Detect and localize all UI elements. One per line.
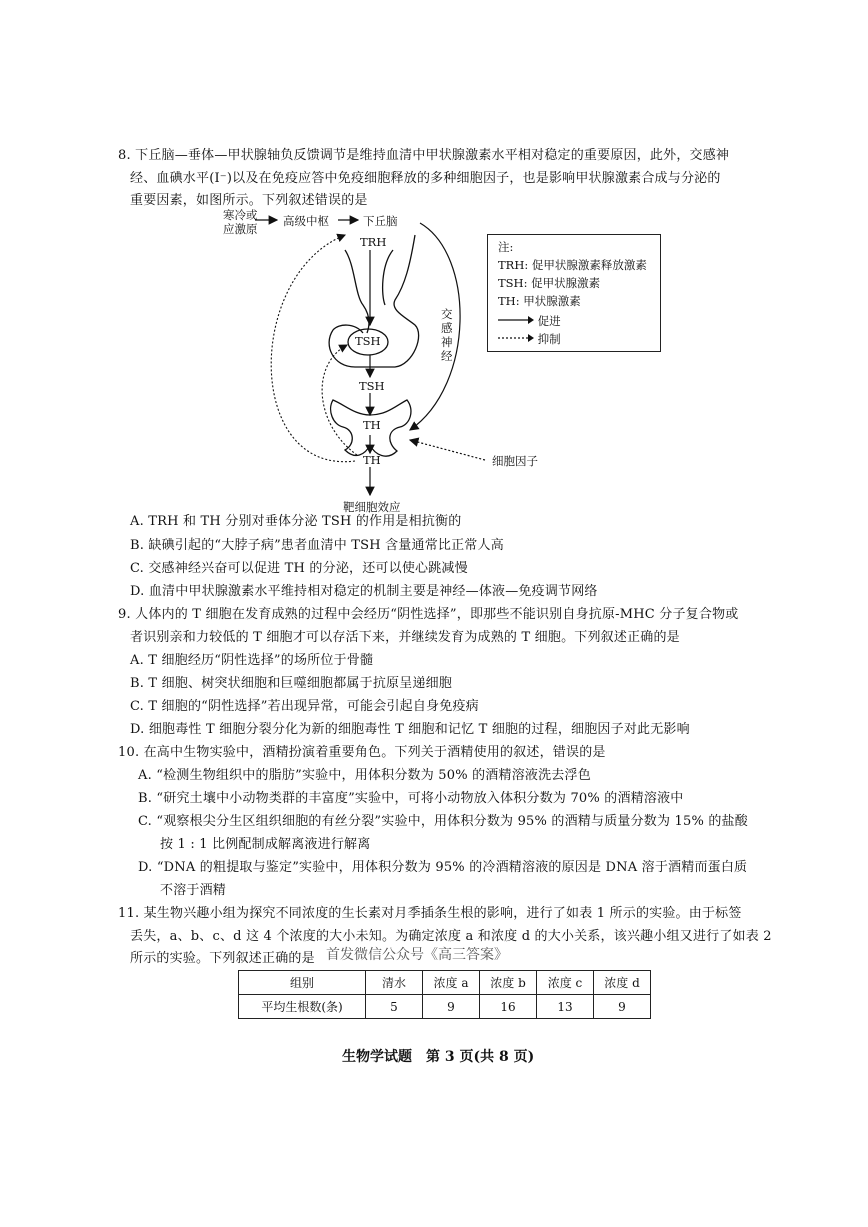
q10-option-b: B. “研究土壤中小动物类群的丰富度”实验中，可将小动物放入体积分数为 70% 的酒精溶液中: [138, 791, 684, 806]
legend-tsh: TSH: 促甲状腺激素: [498, 276, 601, 290]
legend-th: TH: 甲状腺激素: [498, 294, 581, 308]
legend-promote-label: 促进: [537, 314, 561, 328]
q10-option-d-line-2: 不溶于酒精: [160, 883, 227, 898]
q11-stem-line-3: 所示的实验。下列叙述正确的是: [130, 951, 315, 966]
legend-inhibit: [498, 331, 561, 347]
table-header-cell: 浓度 d: [594, 971, 651, 995]
th-label-1: TH: [363, 418, 381, 432]
tsh-cell-label: TSH: [355, 334, 381, 348]
q8-option-d: D. 血清中甲状腺激素水平维持相对稳定的机制主要是神经—体液—免疫调节网络: [130, 584, 598, 599]
table-1: [238, 970, 651, 1019]
stimulus-label-1: 寒冷或: [223, 208, 258, 222]
trh-label: TRH: [360, 235, 387, 249]
stimulus-label-2: 应激原: [223, 222, 258, 236]
q10-option-a: A. “检测生物组织中的脂肪”实验中，用体积分数为 50% 的酒精溶液洗去浮色: [138, 768, 591, 783]
q9-stem-line-2: 者识别亲和力较低的 T 细胞才可以存活下来，并继续发育为成熟的 T 细胞。下列叙述正确的是: [130, 630, 680, 645]
q9-option-d: D. 细胞毒性 T 细胞分裂分化为新的细胞毒性 T 细胞和记忆 T 细胞的过程，细胞因子对此无影响: [130, 722, 690, 737]
table-cell: 9: [423, 995, 480, 1019]
solid-arrow-icon: [498, 315, 534, 325]
table-cell: 9: [594, 995, 651, 1019]
table-cell: 16: [480, 995, 537, 1019]
q8-option-a: A. TRH 和 TH 分别对垂体分泌 TSH 的作用是相抗衡的: [130, 514, 462, 529]
dotted-arrow-icon: [498, 333, 534, 343]
q11-stem-line-1: 11. 某生物兴趣小组为探究不同浓度的生长素对月季插条生根的影响，进行了如表 1 所示的实验。由于标签: [118, 906, 742, 921]
q9-option-c: C. T 细胞的“阴性选择”若出现异常，可能会引起自身免疫病: [130, 699, 479, 714]
q8-stem-line-1: 8. 下丘脑—垂体—甲状腺轴负反馈调节是维持血清中甲状腺激素水平相对稳定的重要原因，此外，交感神: [118, 148, 730, 163]
q10-option-c-line-1: C. “观察根尖分生区组织细胞的有丝分裂”实验中，用体积分数为 95% 的酒精与质量分数为 15% 的盐酸: [138, 814, 748, 829]
page-footer: 生物学试题 第 3 页(共 8 页): [342, 1049, 535, 1065]
table-row-label: 平均生根数(条): [239, 995, 366, 1019]
hypothalamus-label: 下丘脑: [363, 214, 398, 228]
cytokine-label: 细胞因子: [492, 454, 538, 468]
pituitary-stalk-left: [345, 250, 369, 333]
tsh-label: TSH: [359, 379, 385, 393]
q11-stem-line-2: 丢失，a、b、c、d 这 4 个浓度的大小未知。为确定浓度 a 和浓度 d 的大小关系，该兴趣小组又进行了如表 2: [130, 929, 772, 944]
diagram-legend: [487, 234, 661, 352]
table-header-cell: 浓度 b: [480, 971, 537, 995]
legend-inhibit-label: 抑制: [537, 332, 561, 346]
q8-stem-line-2: 经、血碘水平(I⁻)以及在免疫应答中免疫细胞释放的多种细胞因子，也是影响甲状腺激素合成与分泌的: [130, 171, 721, 186]
watermark-text: 首发微信公众号《高三答案》: [326, 947, 508, 963]
table-header-cell: 清水: [366, 971, 423, 995]
q10-stem: 10. 在高中生物实验中，酒精扮演着重要角色。下列关于酒精使用的叙述，错误的是: [118, 745, 606, 760]
sympathetic-label: 交感神经: [441, 307, 453, 363]
q9-stem-line-1: 9. 人体内的 T 细胞在发育成熟的过程中会经历“阴性选择”，即那些不能识别自身抗原-MHC 分子复合物或: [118, 607, 739, 622]
table-header-cell: 浓度 a: [423, 971, 480, 995]
target-effect-label: 靶细胞效应: [343, 500, 401, 514]
q10-option-d-line-1: D. “DNA 的粗提取与鉴定”实验中，用体积分数为 95% 的冷酒精溶液的原因是 DNA 溶于酒精而蛋白质: [138, 860, 748, 875]
table-cell: 5: [366, 995, 423, 1019]
table-cell: 13: [537, 995, 594, 1019]
table-header-cell: 浓度 c: [537, 971, 594, 995]
table-row: [239, 995, 651, 1019]
th-label-2: TH: [363, 453, 381, 467]
table-header-row: [239, 971, 651, 995]
q8-option-c: C. 交感神经兴奋可以促进 TH 的分泌，还可以使心跳减慢: [130, 561, 468, 576]
q9-option-a: A. T 细胞经历“阴性选择”的场所位于骨髓: [130, 653, 374, 668]
table-header-cell: 组别: [239, 971, 366, 995]
q8-option-b: B. 缺碘引起的“大脖子病”患者血清中 TSH 含量通常比正常人高: [130, 538, 504, 553]
q8-stem-line-3: 重要因素，如图所示。下列叙述错误的是: [130, 193, 368, 208]
center-label: 高级中枢: [283, 214, 329, 228]
legend-promote: [498, 313, 561, 329]
q9-option-b: B. T 细胞、树突状细胞和巨噬细胞都属于抗原呈递细胞: [130, 676, 453, 691]
cytokine-arrow: [410, 440, 485, 460]
legend-trh: TRH: 促甲状腺激素释放激素: [498, 258, 647, 272]
q10-option-c-line-2: 按 1 : 1 比例配制成解离液进行解离: [160, 837, 371, 852]
pituitary-stalk-right: [383, 250, 393, 305]
legend-title: 注:: [498, 240, 514, 254]
